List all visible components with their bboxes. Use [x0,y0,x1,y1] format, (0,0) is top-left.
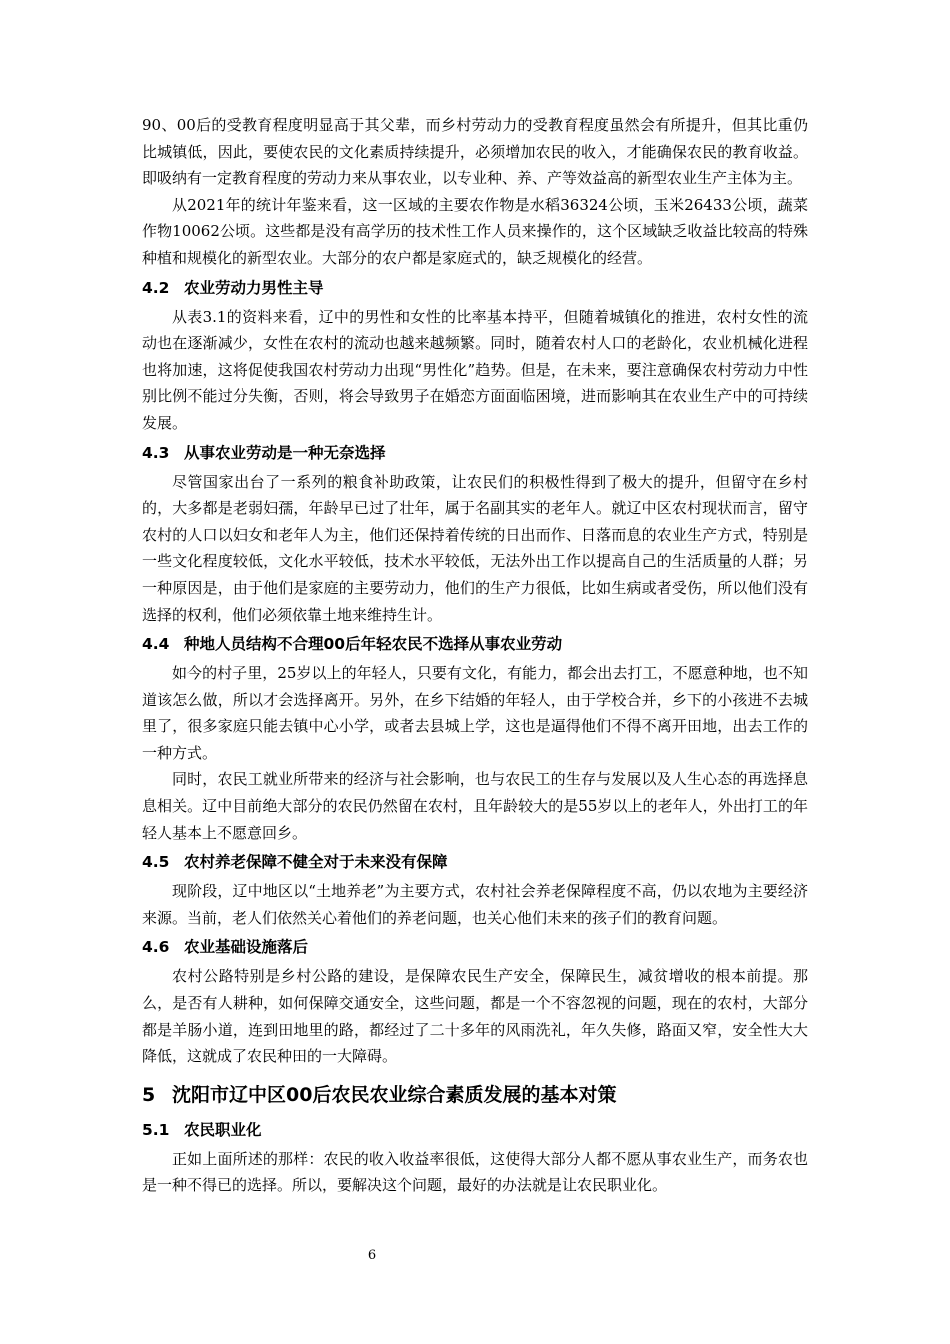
paragraph-professionalization: 正如上面所述的那样：农民的收入收益率很低，这使得大部分人都不愿从事农业生产，而务农也是一种不得已的选择。所以，要解决这个问题，最好的办法就是让农民职业化。 [142,1149,808,1195]
paragraph-infrastructure: 农村公路特别是乡村公路的建设，是保障农民生产安全，保障民生，减贫增收的根本前提。那么，是否有人耕种，如何保障交通安全，这些问题，都是一个不容忽视的问题，现在的农村，大部分都是羊肠小道，连到田地里的路，都经过了二十多年的风雨洗礼，年久失修，路面又窄，安全性大大降低，这就成了农民种田的一大障碍。 [142,967,808,1066]
paragraph-gender-ratio: 从表3.1的资料来看，辽中的男性和女性的比率基本持平，但随着城镇化的推进，农村女性的流动也在逐渐减少，女性在农村的流动也越来越频繁。同时，随着农村人口的老龄化，农业机械化进程也将加速，这将促使我国农村劳动力出现“男性化”趋势。但是，在未来，要注意确保农村劳动力中性别比例不能过分失衡，否则，将会导致男子在婚恋方面面临困境，进而影响其在农业生产中的可持续发展。 [142,307,808,432]
heading-4-6 [142,931,808,963]
paragraph-crop-statistics: 从2021年的统计年鉴来看，这一区域的主要农作物是水稻36324公顷，玉米26433公顷，蔬菜作物10062公顷。这些都是没有高学历的技术性工作人员来操作的，这个区域缺乏收益比较高的特殊种植和规模化的新型农业。大部分的农户都是家庭式的，缺乏规模化的经营。 [142,195,808,267]
heading-text: 从事农业劳动是一种无奈选择 [184,443,386,462]
heading-4-3 [142,437,808,469]
heading-4-4 [142,628,808,660]
heading-text: 农业劳动力男性主导 [184,278,324,297]
heading-4-2 [142,272,808,304]
heading-4-5 [142,846,808,878]
heading-text: 农民职业化 [184,1120,262,1139]
heading-text: 种地人员结构不合理00后年轻农民不选择从事农业劳动 [184,635,563,654]
heading-number: 4.4 [142,635,170,654]
paragraph-migrant-workers: 同时，农民工就业所带来的经济与社会影响，也与农民工的生存与发展以及人生心态的再选择息息相关。辽中目前绝大部分的农民仍然留在农村，且年龄较大的是55岁以上的老年人，外出打工的年轻人基本上不愿意回乡。 [142,770,808,842]
heading-number: 4.5 [142,853,170,872]
heading-number: 5.1 [142,1120,170,1139]
paragraph-pension: 现阶段，辽中地区以“土地养老”为主要方式，农村社会养老保障程度不高，仍以农地为主要经济来源。当前，老人们依然关心着他们的养老问题，也关心他们未来的孩子们的教育问题。 [142,882,808,927]
paragraph-subsidy-policy: 尽管国家出台了一系列的粮食补助政策，让农民们的积极性得到了极大的提升，但留守在乡村的，大多都是老弱妇孺，年龄早已过了壮年，属于名副其实的老年人。就辽中区农村现状而言，留守农村的人口以妇女和老年人为主，他们还保持着传统的日出而作、日落而息的农业生产方式，特别是一些文化程度较低，文化水平较低，技术水平较低，无法外出工作以提高自己的生活质量的人群；另一种原因是，由于他们是家庭的主要劳动力，他们的生产力很低，比如生病或者受伤，所以他们没有选择的权利，他们必须依靠土地来维持生计。 [142,472,808,624]
paragraph-education-level: 90、00后的受教育程度明显高于其父辈，而乡村劳动力的受教育程度虽然会有所提升，但其比重仍比城镇低，因此，要使农民的文化素质持续提升，必须增加农民的收入，才能确保农民的教育收益。即吸纳有一定教育程度的劳动力来从事农业，以专业种、养、产等效益高的新型农业生产主体为主。 [142,116,808,188]
heading-number: 4.2 [142,278,170,297]
heading-text: 农村养老保障不健全对于未来没有保障 [184,853,448,872]
page-number: 6 [367,1248,377,1263]
heading-text: 农业基础设施落后 [184,938,309,957]
heading-text: 沈阳市辽中区00后农民农业综合素质发展的基本对策 [172,1083,617,1106]
heading-5 [142,1076,808,1114]
paragraph-young-people: 如今的村子里，25岁以上的年轻人，只要有文化，有能力，都会出去打工，不愿意种地，也不知道该怎么做，所以才会选择离开。另外，在乡下结婚的年轻人，由于学校合并，乡下的小孩进不去城里了，很多家庭只能去镇中心小学，或者去县城上学，这也是逼得他们不得不离开田地，出去工作的一种方式。 [142,664,808,762]
heading-5-1 [142,1114,808,1146]
heading-number: 4.6 [142,938,170,957]
heading-number: 4.3 [142,443,170,462]
heading-number: 5 [142,1083,156,1106]
